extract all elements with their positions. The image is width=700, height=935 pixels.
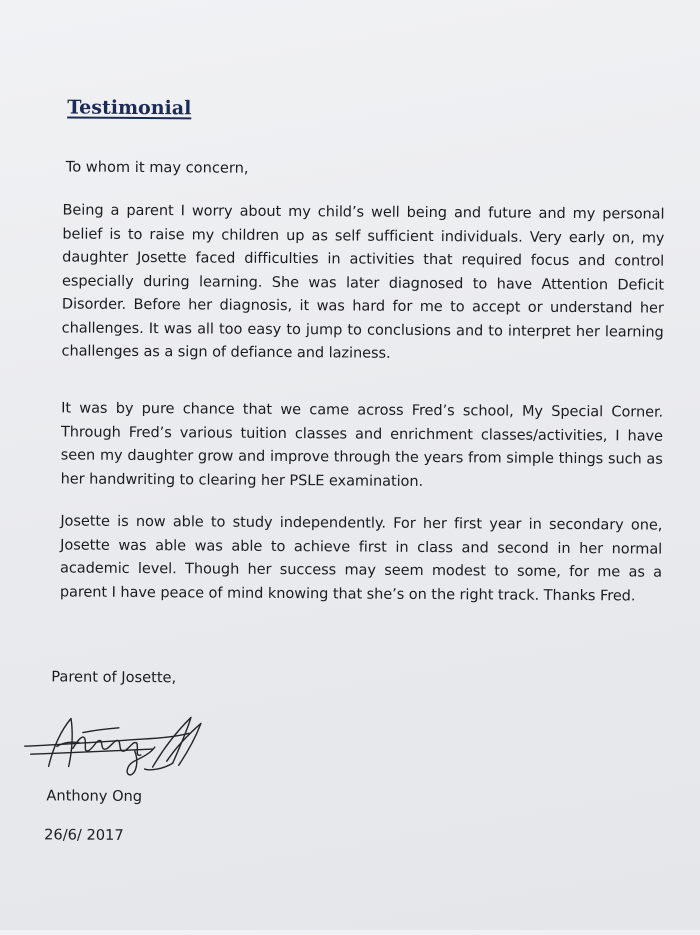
signer-name: Anthony Ong: [46, 787, 143, 806]
closing-line: Parent of Josette,: [51, 668, 177, 687]
paragraph-1: Being a parent I worry about my child’s well being and future and my personal belief is to raise my children up as self sufficient individuals. Very early on, my daughter Josette faced difficulties in activities that required focus and control especially during learning. She was later diagnosed to have Attention Deficit Disorder. Before her diagnosis, it was hard for me to accept or understand her challenges. It was all too easy to jump to conclusions and to interpret her learning challenges as a sign of defiance and laziness.: [61, 202, 665, 362]
handwritten-signature: [22, 708, 213, 789]
document-title: Testimonial: [67, 96, 192, 120]
salutation: To whom it may concern,: [65, 158, 249, 177]
letter-date: 26/6/ 2017: [44, 826, 124, 844]
paragraph-3: Josette is now able to study independently. For her first year in secondary one, Josette was able was able to achieve first in class and second in her normal academic level. Though her success may seem modest to some, for me as a parent I have peace of mind knowing that she’s on the right track. Thanks Fred.: [59, 513, 663, 604]
paragraph-2: It was by pure chance that we came across Fred’s school, My Special Corner. Through Fred’s various tuition classes and enrichment classes/activities, I have seen my daughter grow and improve through the years from simple things such as her handwriting to clearing her PSLE examination.: [60, 400, 664, 490]
